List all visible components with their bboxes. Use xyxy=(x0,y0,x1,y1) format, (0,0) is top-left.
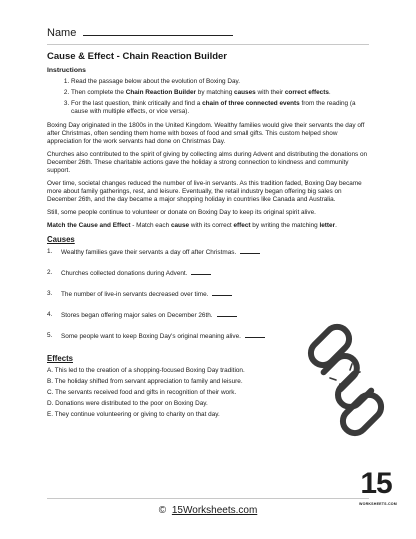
text-run: by matching xyxy=(196,89,235,96)
cause-number: 2. xyxy=(47,269,53,276)
text-run: Read the passage below about the evolution of Boxing Day. xyxy=(71,78,240,85)
bold-text: effect xyxy=(233,222,251,229)
cause-item xyxy=(47,268,369,289)
bold-text: Chain Reaction Builder xyxy=(125,89,197,96)
effects-heading: Effects xyxy=(47,354,73,363)
cause-text: Churches collected donations during Advent. xyxy=(61,270,188,277)
text-run: . xyxy=(328,89,331,96)
causes-heading: Causes xyxy=(47,235,75,244)
passage xyxy=(47,122,369,217)
effect-item: C. The servants received food and gifts in recognition of their work. xyxy=(47,389,237,396)
worksheet-title: Cause & Effect - Chain Reaction Builder xyxy=(47,51,228,62)
bold-text: correct effects xyxy=(284,89,329,96)
effect-item: A. This led to the creation of a shopping-focused Boxing Day tradition. xyxy=(47,367,245,374)
passage-paragraph: Still, some people continue to volunteer or donate on Boxing Day to keep its original spirit alive. xyxy=(47,209,316,216)
instruction-item xyxy=(71,100,369,116)
answer-blank[interactable] xyxy=(217,310,237,317)
text-run: For the last question, think critically and find a xyxy=(71,100,203,107)
passage-paragraph: Over time, societal changes reduced the number of live-in servants. As this tradition faded, Boxing Day became more about family gatherings, rest, and leisure. Eventually, the retail industry began offering big sales on December 26th, and the day became a major shopping holiday in countries like Canada and Australia. xyxy=(47,180,362,203)
text-run: - Match each xyxy=(130,222,171,229)
answer-blank[interactable] xyxy=(212,289,232,296)
text-run: . xyxy=(335,222,337,229)
name-label: Name xyxy=(47,27,77,39)
cause-number: 3. xyxy=(47,290,53,297)
instructions-heading: Instructions xyxy=(47,67,86,74)
name-field xyxy=(47,25,233,39)
site-logo xyxy=(359,467,397,512)
answer-blank[interactable] xyxy=(191,268,211,275)
text-run: from the reading (a cause with multiple effects, or vice versa). xyxy=(71,100,356,115)
cause-item xyxy=(47,247,369,268)
cause-number: 1. xyxy=(47,248,53,255)
answer-blank[interactable] xyxy=(245,331,265,338)
cause-item xyxy=(47,289,369,310)
effect-item: B. The holiday shifted from servant appreciation to family and leisure. xyxy=(47,378,243,385)
logo-text: WORKSHEETS.COM xyxy=(359,502,397,506)
cause-number: 5. xyxy=(47,332,53,339)
bold-text: letter xyxy=(319,222,336,229)
copyright-symbol: © xyxy=(158,505,167,516)
answer-blank[interactable] xyxy=(240,247,260,254)
cause-text: Wealthy families gave their servants a day off after Christmas. xyxy=(61,249,237,256)
text-run: Then complete the xyxy=(71,89,126,96)
cause-text: Stores began offering major sales on December 26th. xyxy=(61,312,213,319)
match-instructions xyxy=(47,222,369,230)
text-run: with its correct xyxy=(189,222,234,229)
bold-text: chain of three connected events xyxy=(202,100,300,107)
cause-text: The number of live-in servants decreased over time. xyxy=(61,291,209,298)
effect-item: D. Donations were distributed to the poor on Boxing Day. xyxy=(47,400,208,407)
name-blank-line xyxy=(83,25,233,36)
logo-number: 15 xyxy=(360,467,392,500)
bold-text: cause xyxy=(170,222,190,229)
footer-link[interactable]: 15Worksheets.com xyxy=(171,505,258,516)
instruction-item xyxy=(71,78,369,86)
cause-number: 4. xyxy=(47,311,53,318)
instructions-list xyxy=(47,78,369,116)
text-run: by writing the matching xyxy=(250,222,320,229)
footer-divider xyxy=(47,498,369,499)
broken-chain-icon xyxy=(300,318,390,438)
text-run: with their xyxy=(255,89,285,96)
passage-paragraph: Boxing Day originated in the 1800s in the United Kingdom. Wealthy families would give their servants the day off after Christmas, often sending them home with boxes of food and small gifts. This custom helped show appreciation for the work servants had done on Christmas Day. xyxy=(47,122,365,145)
bold-text: causes xyxy=(234,89,256,96)
footer xyxy=(0,505,416,516)
divider xyxy=(47,44,369,45)
passage-paragraph: Churches also contributed to the spirit of giving by collecting alms during Advent and distributing the donations on December 26th. These charitable actions gave the holiday a strong connection to kindness and community support. xyxy=(47,151,368,174)
instruction-item xyxy=(71,89,369,97)
cause-text: Some people want to keep Boxing Day's original meaning alive. xyxy=(61,333,241,340)
effect-item: E. They continue volunteering or giving to charity on that day. xyxy=(47,411,220,418)
bold-text: Match the Cause and Effect xyxy=(47,222,131,229)
